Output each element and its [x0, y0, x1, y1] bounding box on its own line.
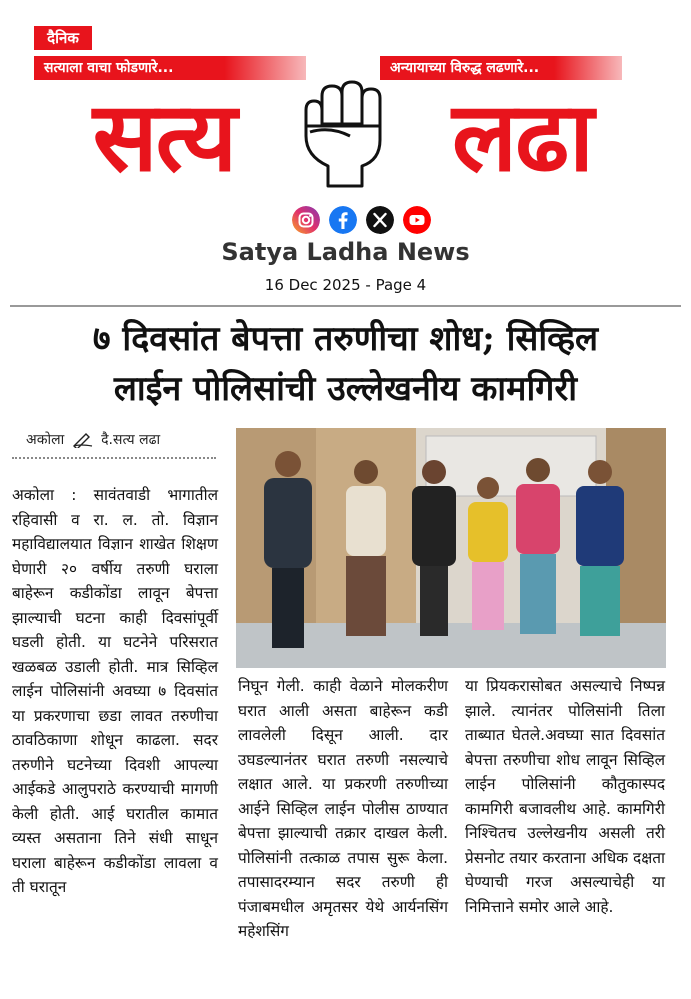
tagline-left: सत्याला वाचा फोडणारे... [34, 56, 306, 80]
date-page: 16 Dec 2025 - Page 4 [264, 276, 427, 294]
tagline-right: अन्यायाच्या विरुद्ध लढणारे... [380, 56, 622, 80]
byline-place: अकोला [26, 432, 65, 448]
dainik-label: दैनिक [34, 26, 92, 50]
facebook-icon[interactable] [329, 206, 357, 234]
group-photo [236, 428, 666, 668]
byline-dotted-divider [12, 457, 216, 459]
brand-word-right: लढा [452, 81, 592, 193]
headline-line-2: लाईन पोलिसांची उल्लेखनीय कामगिरी [113, 369, 578, 409]
article-column-1: अकोला : सावंतवाडी भागातील रहिवासी व रा. ल. तो. विज्ञान महाविद्यालयात विज्ञान शाखेत शिक्षण घेणारी २० वर्षीय तरुणी घराला बाहेरून कडीकोंडा लावून बेपत्ता झाल्याची घटना काही दिवसांपूर्वी घडली होती. या घटनेने परिसरात खळबळ उडाली होती. मात्र सिव्हिल लाईन पोलिसांनी अवघ्या ७ दिवसांत या प्रकरणाचा छडा लावत तरुणीचा ठावठिकाणा शोधून काढला. सदर तरुणीने घटनेच्या दिवशी आपल्या आईकडे आलुपराठे करण्याची मागणी केली होती. आई घरातील कामात व्यस्त असताना तिने संधी साधून घराला बाहेरून कडीकोंडा लावला व ती घरातून [12, 486, 218, 896]
instagram-icon[interactable] [292, 206, 320, 234]
header-divider [10, 305, 681, 307]
news-name: Satya Ladha News [221, 238, 470, 266]
raised-fist-logo [300, 76, 384, 188]
article-headline [14, 314, 677, 414]
byline-source: दै.सत्य लढा [101, 432, 161, 448]
youtube-icon[interactable] [403, 206, 431, 234]
headline-line-1: ७ दिवसांत बेपत्ता तरुणीचा शोध; सिव्हिल [92, 319, 599, 359]
article-column-2: निघून गेली. काही वेळाने मोलकरीण घरात आली असता बाहेरून कडी लावलेली दिसून आली. दार उघडल्यानंतर घरात तरुणी नसल्याचे लक्षात आले. या प्रकरणी तरुणीच्या आईने सिव्हिल लाईन पोलीस ठाण्यात बेपत्ता झाल्याची तक्रार दाखल केली. पोलिसांनी तत्काळ तपास सुरू केला. तपासादरम्यान सदर तरुणी ही पंजाबमधील अमृतसर येथे आर्यनसिंग महेशसिंग [238, 677, 448, 940]
brand-word-left: सत्य [92, 81, 236, 193]
article-column-3: या प्रियकरासोबत असल्याचे निष्पन्न झाले. त्यानंतर पोलिसांनी तिला ताब्यात घेतले.अवघ्या सात दिवसांत बेपत्ता तरुणीचा शोध लावून सिव्हिल लाईन पोलिसांनी कौतुकास्पद कामगिरी बजावलीथ आहे. कामगिरी निश्चितच उल्लेखनीय असली तरी प्रेसनोट तयार करताना अधिक दक्षता घेण्याची गरज असल्याचेही या निमित्ताने समोर आले आहे. [465, 677, 665, 916]
byline [26, 430, 216, 449]
pen-icon [72, 432, 94, 448]
x-icon[interactable] [366, 206, 394, 234]
